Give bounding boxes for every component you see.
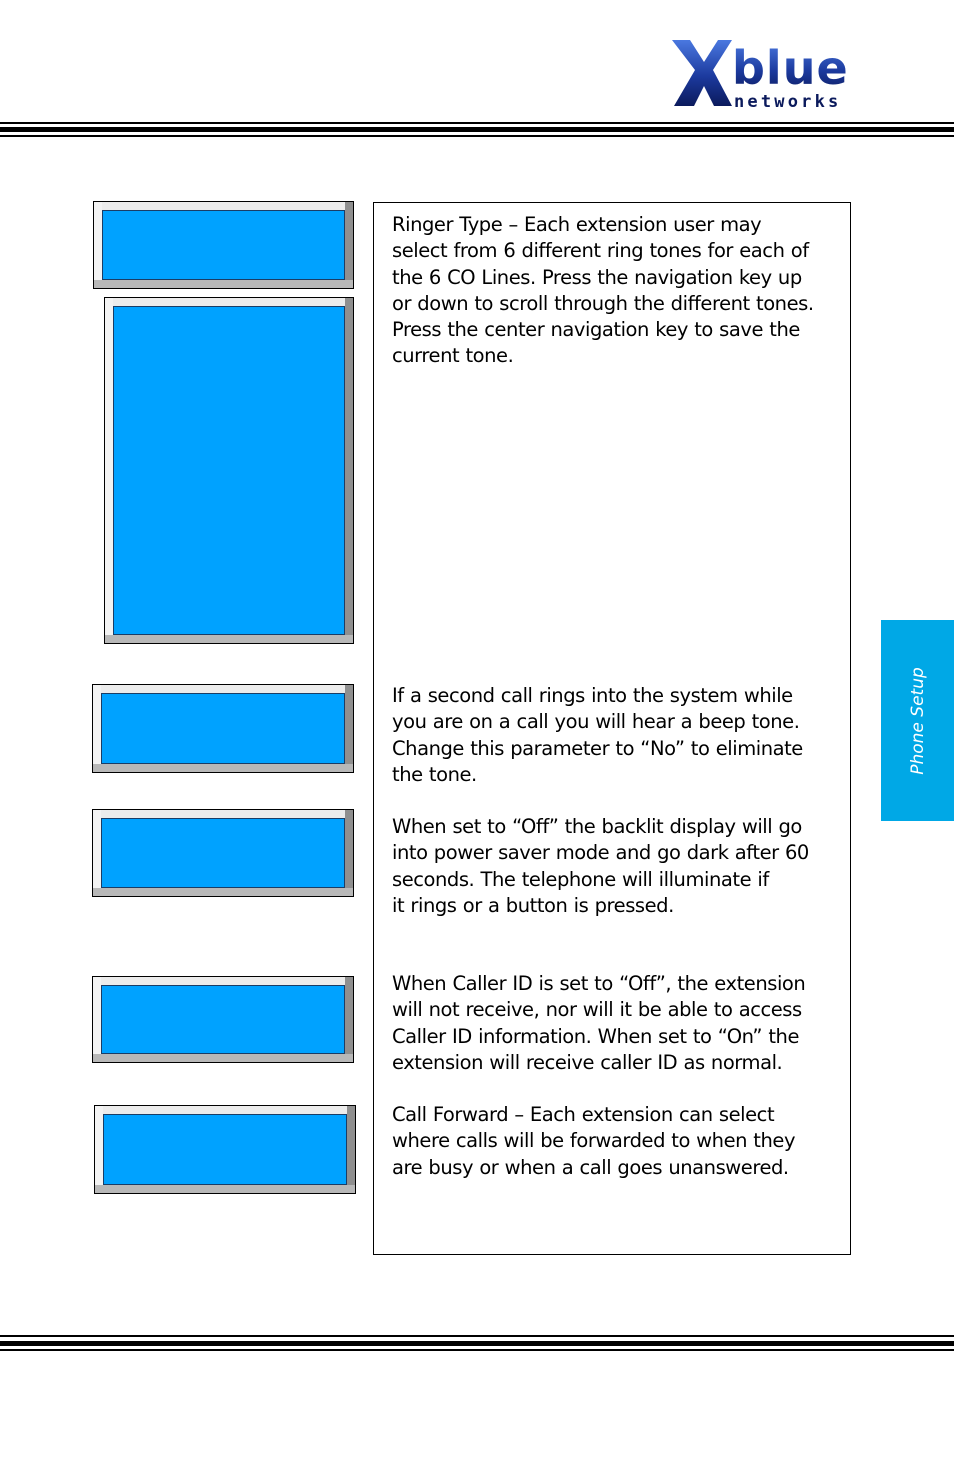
backlight-description: When set to “Off” the backlit display will go into power saver mode and go dark after 60 seconds. The telephone will illuminate if it rings or a button is pressed. — [392, 815, 809, 917]
lcd-display-ring-tone-list — [104, 297, 354, 644]
section-tab-phone-setup — [881, 620, 954, 821]
lcd-screen — [113, 306, 345, 635]
call-waiting-description: If a second call rings into the system while you are on a call you will hear a beep tone. Change this parameter to “No” to eliminate the tone. — [392, 684, 803, 786]
lcd-display-call-forward — [94, 1105, 356, 1194]
svg-text:networks: networks — [734, 92, 842, 112]
call-forward-description: Call Forward – Each extension can select where calls will be forwarded to when they are busy or when a call goes unanswered. — [392, 1103, 796, 1179]
lcd-display-backlight — [92, 809, 354, 897]
ringer-type-description: Ringer Type – Each extension user may select from 6 different ring tones for each of the 6 CO Lines. Press the navigation key up or down to scroll through the different tones. Press the center navigation key to save the current tone. — [392, 213, 814, 368]
svg-text:blue: blue — [732, 41, 849, 95]
lcd-screen — [103, 1114, 347, 1185]
lcd-display-ringer-type — [93, 201, 354, 289]
lcd-screen — [102, 210, 345, 280]
xblue-networks-logo — [668, 36, 873, 114]
lcd-display-call-waiting — [92, 684, 354, 773]
lcd-screen — [101, 818, 345, 888]
section-tab-label: Phone Setup — [907, 666, 928, 775]
lcd-screen — [101, 985, 345, 1054]
lcd-screen — [101, 693, 345, 764]
header-rule — [0, 120, 954, 140]
footer-rule — [0, 1334, 954, 1354]
lcd-display-caller-id — [92, 976, 354, 1063]
caller-id-description: When Caller ID is set to “Off”, the extension will not receive, nor will it be able to access Caller ID information. When set to “On” the extension will receive caller ID as normal. — [392, 972, 806, 1074]
